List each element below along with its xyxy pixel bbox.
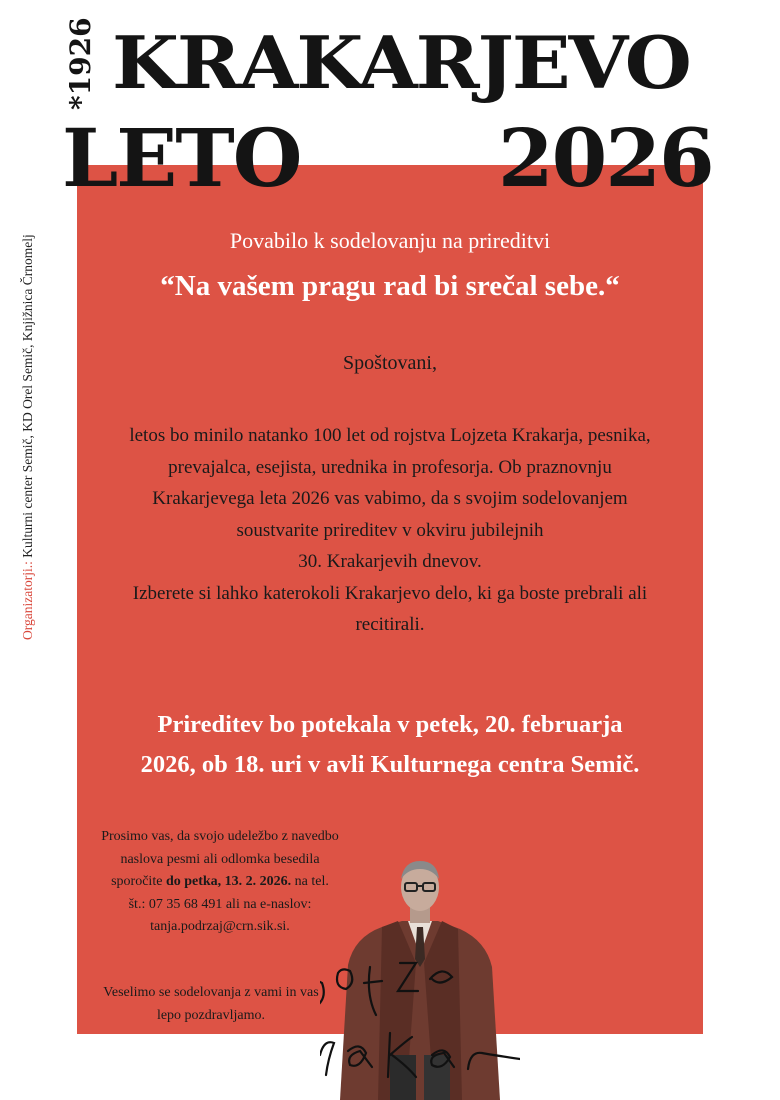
invitation-quote: “Na vašem pragu rad bi srečal sebe.“ [160, 270, 620, 302]
birth-year-tag: *1926 [64, 17, 97, 110]
letter-line: soustvarite prireditev v okviru jubilejnih [236, 519, 544, 541]
rsvp-line: Prosimo vas, da svojo udeležbo z navedbo [101, 829, 339, 844]
event-details [77, 705, 703, 785]
rsvp-deadline: do petka, 13. 2. 2026. [165, 874, 292, 889]
letter-line: recitirali. [355, 614, 425, 635]
greeting: Spoštovani, [343, 352, 437, 374]
event-line: Prireditev bo potekala v petek, 20. februarja [157, 711, 623, 738]
rsvp-info [80, 826, 360, 939]
organizers-vertical [20, 234, 36, 640]
closing-line: lepo pozdravljamo. [156, 1007, 266, 1023]
portrait-with-signature [320, 855, 520, 1100]
rsvp-line: naslova pesmi ali odlomka besedila [120, 851, 320, 867]
closing-line: Veselimo se sodelovanja z vami in vas [103, 985, 319, 1000]
letter-line: letos bo minilo natanko 100 let od rojstva Lojzeta Krakarja, pesnika, [129, 425, 651, 446]
event-line: 2026, ob 18. uri v avli Kulturnega centra Semič. [140, 751, 640, 778]
letter-line: 30. Krakarjevih dnevov. [298, 551, 482, 572]
title-line-1: KRAKARJEVO [112, 20, 690, 105]
title-year: 2026 [498, 111, 713, 205]
letter-line: prevajalca, esejista, urednika in profesorja. Ob praznovnju [168, 456, 612, 478]
rsvp-phone: št.: 07 35 68 491 ali na e-naslov: [128, 896, 312, 912]
title-line-2: LETO [62, 111, 301, 205]
letter-body [77, 420, 703, 641]
organizers-label: Organizatorji.: [20, 561, 35, 640]
rsvp-email: tanja.podrzaj@crn.sik.si. [150, 919, 290, 934]
closing-greeting [82, 982, 340, 1027]
letter-line: Krakarjevega leta 2026 vas vabimo, da s svojim sodelovanjem [152, 488, 628, 509]
letter-line: Izberete si lahko katerokoli Krakarjevo delo, ki ga boste prebrali ali [132, 582, 648, 604]
invitation-intro: Povabilo k sodelovanju na prireditvi [229, 228, 551, 253]
rsvp-deadline-line: sporočite do petka, 13. 2. 2026. na tel. [111, 874, 329, 889]
organizers-names: Kulturni center Semič, KD Orel Semič, Knjižnica Črnomelj [20, 234, 35, 558]
